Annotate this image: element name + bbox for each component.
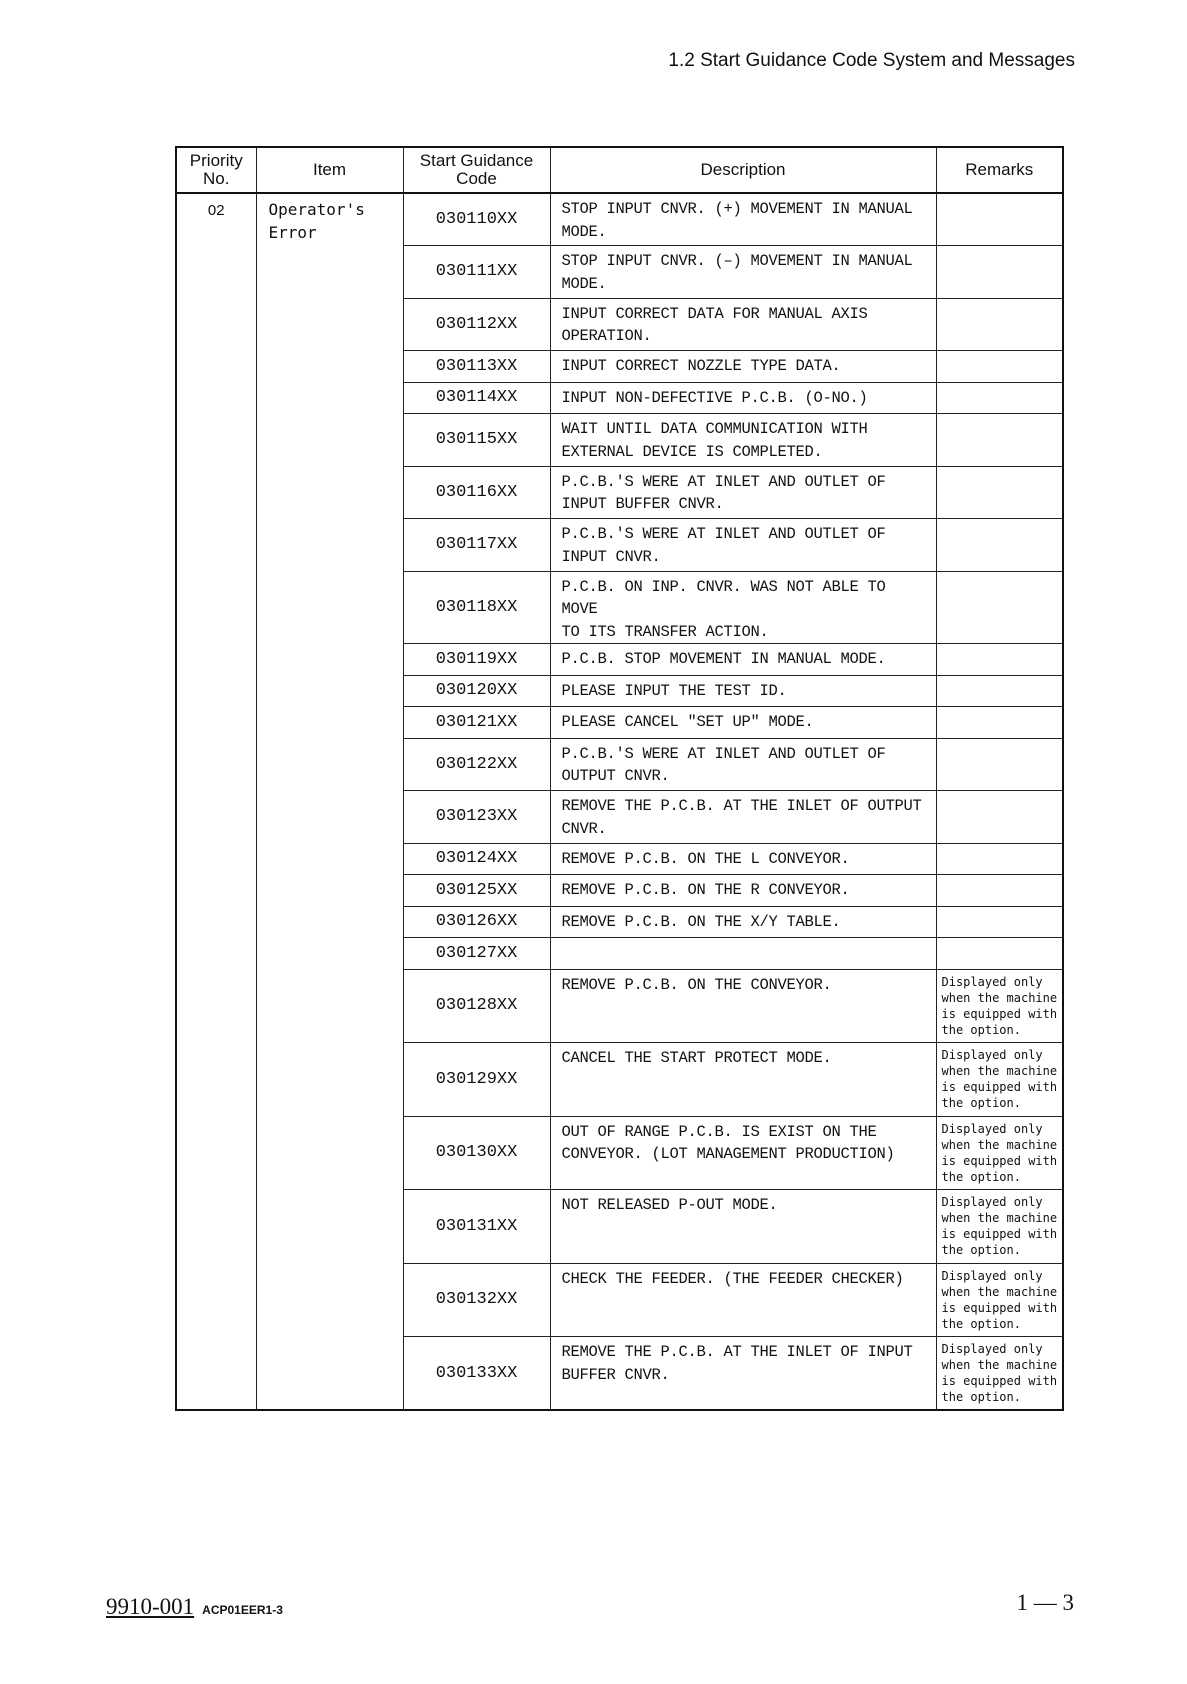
column-header-priority	[176, 147, 256, 193]
description-line: PLEASE CANCEL "SET UP" MODE.	[561, 713, 814, 731]
description-cell	[550, 875, 936, 907]
remark-line: is equipped with	[941, 1153, 1058, 1168]
guidance-code-cell: 030118XX	[403, 571, 550, 644]
item-line: Operator's	[268, 200, 365, 219]
description-line: REMOVE P.C.B. ON THE CONVEYOR.	[561, 975, 832, 994]
remarks-cell	[936, 519, 1063, 572]
remark-line: when the machine	[941, 1358, 1058, 1372]
remark-line: the option.	[941, 1022, 1021, 1037]
remark-line: when the machine	[941, 1284, 1058, 1299]
guidance-code-cell: 030111XX	[403, 246, 550, 299]
guidance-code-cell: 030117XX	[403, 519, 550, 572]
description-line: MODE.	[561, 274, 607, 293]
description-line: INPUT CORRECT DATA FOR MANUAL AXIS	[561, 304, 868, 323]
guidance-code-cell: 030128XX	[403, 969, 550, 1043]
remark-line: Displayed only	[941, 1048, 1043, 1062]
remark-line: is equipped with	[941, 1300, 1058, 1315]
description-line: EXTERNAL DEVICE IS COMPLETED.	[561, 442, 823, 461]
description-cell	[550, 1043, 936, 1117]
remarks-cell	[936, 1043, 1063, 1117]
column-header-code	[403, 147, 550, 193]
remarks-cell	[936, 1116, 1063, 1190]
remark-line: the option.	[941, 1316, 1021, 1331]
description-line: REMOVE P.C.B. ON THE X/Y TABLE.	[561, 912, 841, 931]
remarks-cell	[936, 351, 1063, 383]
remarks-cell	[936, 843, 1063, 875]
description-cell	[550, 1337, 936, 1411]
remarks-cell	[936, 1337, 1063, 1411]
remark-line: is equipped with	[941, 1006, 1058, 1021]
description-line: P.C.B.'S WERE AT INLET AND OUTLET OF	[561, 744, 886, 763]
remarks-cell	[936, 1263, 1063, 1337]
document-number-block	[106, 1594, 283, 1620]
remark-line: is equipped with	[941, 1080, 1058, 1094]
description-cell	[550, 414, 936, 467]
table-row	[176, 193, 1063, 246]
guidance-code-cell: 030126XX	[403, 906, 550, 938]
remark-line: the option.	[941, 1096, 1021, 1110]
description-line: INPUT BUFFER CNVR.	[561, 495, 724, 513]
page-number: 1 — 3	[1016, 1590, 1074, 1615]
description-cell	[550, 791, 936, 844]
priority-cell: 02	[176, 193, 256, 1410]
description-line: TO ITS TRANSFER ACTION.	[561, 622, 769, 641]
description-cell	[550, 738, 936, 791]
description-line: CONVEYOR. (LOT MANAGEMENT PRODUCTION)	[561, 1145, 895, 1163]
remarks-cell	[936, 675, 1063, 707]
remark-line: is equipped with	[941, 1374, 1058, 1388]
description-line: OUTPUT CNVR.	[561, 767, 670, 785]
description-line: CNVR.	[561, 819, 607, 838]
description-line: REMOVE THE P.C.B. AT THE INLET OF INPUT	[561, 1343, 913, 1361]
remark-line: when the machine	[941, 1137, 1058, 1152]
description-cell	[550, 351, 936, 383]
description-line: STOP INPUT CNVR. (+) MOVEMENT IN MANUAL	[561, 200, 913, 218]
description-cell	[550, 193, 936, 246]
description-line: INPUT NON-DEFECTIVE P.C.B. (O-NO.)	[561, 388, 868, 407]
guidance-code-cell: 030112XX	[403, 298, 550, 351]
remark-line: Displayed only	[941, 1342, 1043, 1356]
description-line: P.C.B. ON INP. CNVR. WAS NOT ABLE TO MOVE	[561, 577, 886, 618]
description-cell	[550, 298, 936, 351]
remarks-cell	[936, 193, 1063, 246]
description-cell	[550, 644, 936, 676]
remark-line: when the machine	[941, 1211, 1058, 1225]
priority-header-line2: No.	[203, 169, 230, 188]
guidance-code-cell: 030127XX	[403, 938, 550, 970]
description-line: INPUT CORRECT NOZZLE TYPE DATA.	[561, 357, 841, 375]
description-line: P.C.B.'S WERE AT INLET AND OUTLET OF	[561, 525, 886, 543]
document-number: 9910-001	[106, 1594, 195, 1619]
guidance-code-cell: 030119XX	[403, 644, 550, 676]
remarks-cell	[936, 382, 1063, 414]
description-cell	[550, 1263, 936, 1337]
description-line: REMOVE P.C.B. ON THE L CONVEYOR.	[561, 849, 850, 868]
description-line: STOP INPUT CNVR. (–) MOVEMENT IN MANUAL	[561, 252, 913, 270]
guidance-code-cell: 030130XX	[403, 1116, 550, 1190]
remark-line: Displayed only	[941, 974, 1043, 989]
guidance-code-cell: 030110XX	[403, 193, 550, 246]
description-cell	[550, 843, 936, 875]
remarks-cell	[936, 466, 1063, 519]
remarks-cell	[936, 1190, 1063, 1264]
guidance-code-cell: 030114XX	[403, 382, 550, 414]
description-line: REMOVE THE P.C.B. AT THE INLET OF OUTPUT	[561, 797, 922, 815]
remark-line: the option.	[941, 1169, 1021, 1184]
document-code: ACP01EER1-3	[202, 1603, 283, 1617]
remarks-cell	[936, 791, 1063, 844]
description-line: P.C.B.'S WERE AT INLET AND OUTLET OF	[561, 472, 886, 491]
description-cell	[550, 1190, 936, 1264]
start-guidance-code-table	[175, 146, 1064, 1411]
code-header-line1: Start Guidance	[419, 151, 534, 170]
guidance-code-cell: 030129XX	[403, 1043, 550, 1117]
description-line: NOT RELEASED P-OUT MODE.	[561, 1196, 778, 1214]
guidance-code-cell: 030122XX	[403, 738, 550, 791]
remarks-cell	[936, 246, 1063, 299]
remark-line: is equipped with	[941, 1227, 1058, 1241]
description-cell	[550, 246, 936, 299]
description-line: OUT OF RANGE P.C.B. IS EXIST ON THE	[561, 1122, 877, 1141]
remark-line: when the machine	[941, 990, 1058, 1005]
description-line: MODE.	[561, 222, 607, 241]
remarks-cell	[936, 644, 1063, 676]
description-cell	[550, 969, 936, 1043]
table-header-row	[176, 147, 1063, 193]
guidance-code-cell: 030115XX	[403, 414, 550, 467]
remark-line: when the machine	[941, 1064, 1058, 1078]
remark-line: Displayed only	[941, 1195, 1043, 1209]
description-line: CANCEL THE START PROTECT MODE.	[561, 1049, 832, 1067]
remark-line: the option.	[941, 1243, 1021, 1257]
remarks-cell	[936, 738, 1063, 791]
section-title: 1.2 Start Guidance Code System and Messages	[668, 50, 1075, 71]
item-cell	[256, 193, 403, 1410]
guidance-code-cell: 030120XX	[403, 675, 550, 707]
guidance-code-cell: 030113XX	[403, 351, 550, 383]
item-line: Error	[268, 223, 317, 242]
guidance-code-cell: 030125XX	[403, 875, 550, 907]
guidance-code-cell: 030124XX	[403, 843, 550, 875]
description-line: PLEASE INPUT THE TEST ID.	[561, 681, 787, 700]
description-line: BUFFER CNVR.	[561, 1365, 670, 1384]
description-line: INPUT CNVR.	[561, 547, 661, 566]
remark-line: Displayed only	[941, 1121, 1043, 1136]
remarks-cell	[936, 938, 1063, 970]
remarks-cell	[936, 414, 1063, 467]
remarks-cell	[936, 906, 1063, 938]
description-cell	[550, 938, 936, 970]
remarks-cell	[936, 707, 1063, 739]
description-cell	[550, 519, 936, 572]
description-line: P.C.B. STOP MOVEMENT IN MANUAL MODE.	[561, 650, 886, 668]
remarks-cell	[936, 875, 1063, 907]
description-line: CHECK THE FEEDER. (THE FEEDER CHECKER)	[561, 1269, 904, 1288]
description-line: OPERATION.	[561, 327, 652, 345]
column-header-description: Description	[550, 147, 936, 193]
remarks-cell	[936, 969, 1063, 1043]
guidance-code-cell: 030133XX	[403, 1337, 550, 1411]
code-header-line2: Code	[456, 169, 497, 188]
description-cell	[550, 675, 936, 707]
guidance-code-cell: 030132XX	[403, 1263, 550, 1337]
description-cell	[550, 906, 936, 938]
description-cell	[550, 466, 936, 519]
description-cell	[550, 1116, 936, 1190]
remarks-cell	[936, 298, 1063, 351]
description-cell	[550, 571, 936, 644]
column-header-item: Item	[256, 147, 403, 193]
description-cell	[550, 707, 936, 739]
guidance-code-cell: 030121XX	[403, 707, 550, 739]
remark-line: Displayed only	[941, 1268, 1043, 1283]
description-cell	[550, 382, 936, 414]
guidance-code-cell: 030123XX	[403, 791, 550, 844]
guidance-code-cell: 030116XX	[403, 466, 550, 519]
description-line: REMOVE P.C.B. ON THE R CONVEYOR.	[561, 881, 850, 899]
column-header-remarks: Remarks	[936, 147, 1063, 193]
remarks-cell	[936, 571, 1063, 644]
remark-line: the option.	[941, 1390, 1021, 1404]
guidance-code-cell: 030131XX	[403, 1190, 550, 1264]
priority-header-line1: Priority	[189, 151, 243, 170]
description-line: WAIT UNTIL DATA COMMUNICATION WITH	[561, 420, 868, 438]
